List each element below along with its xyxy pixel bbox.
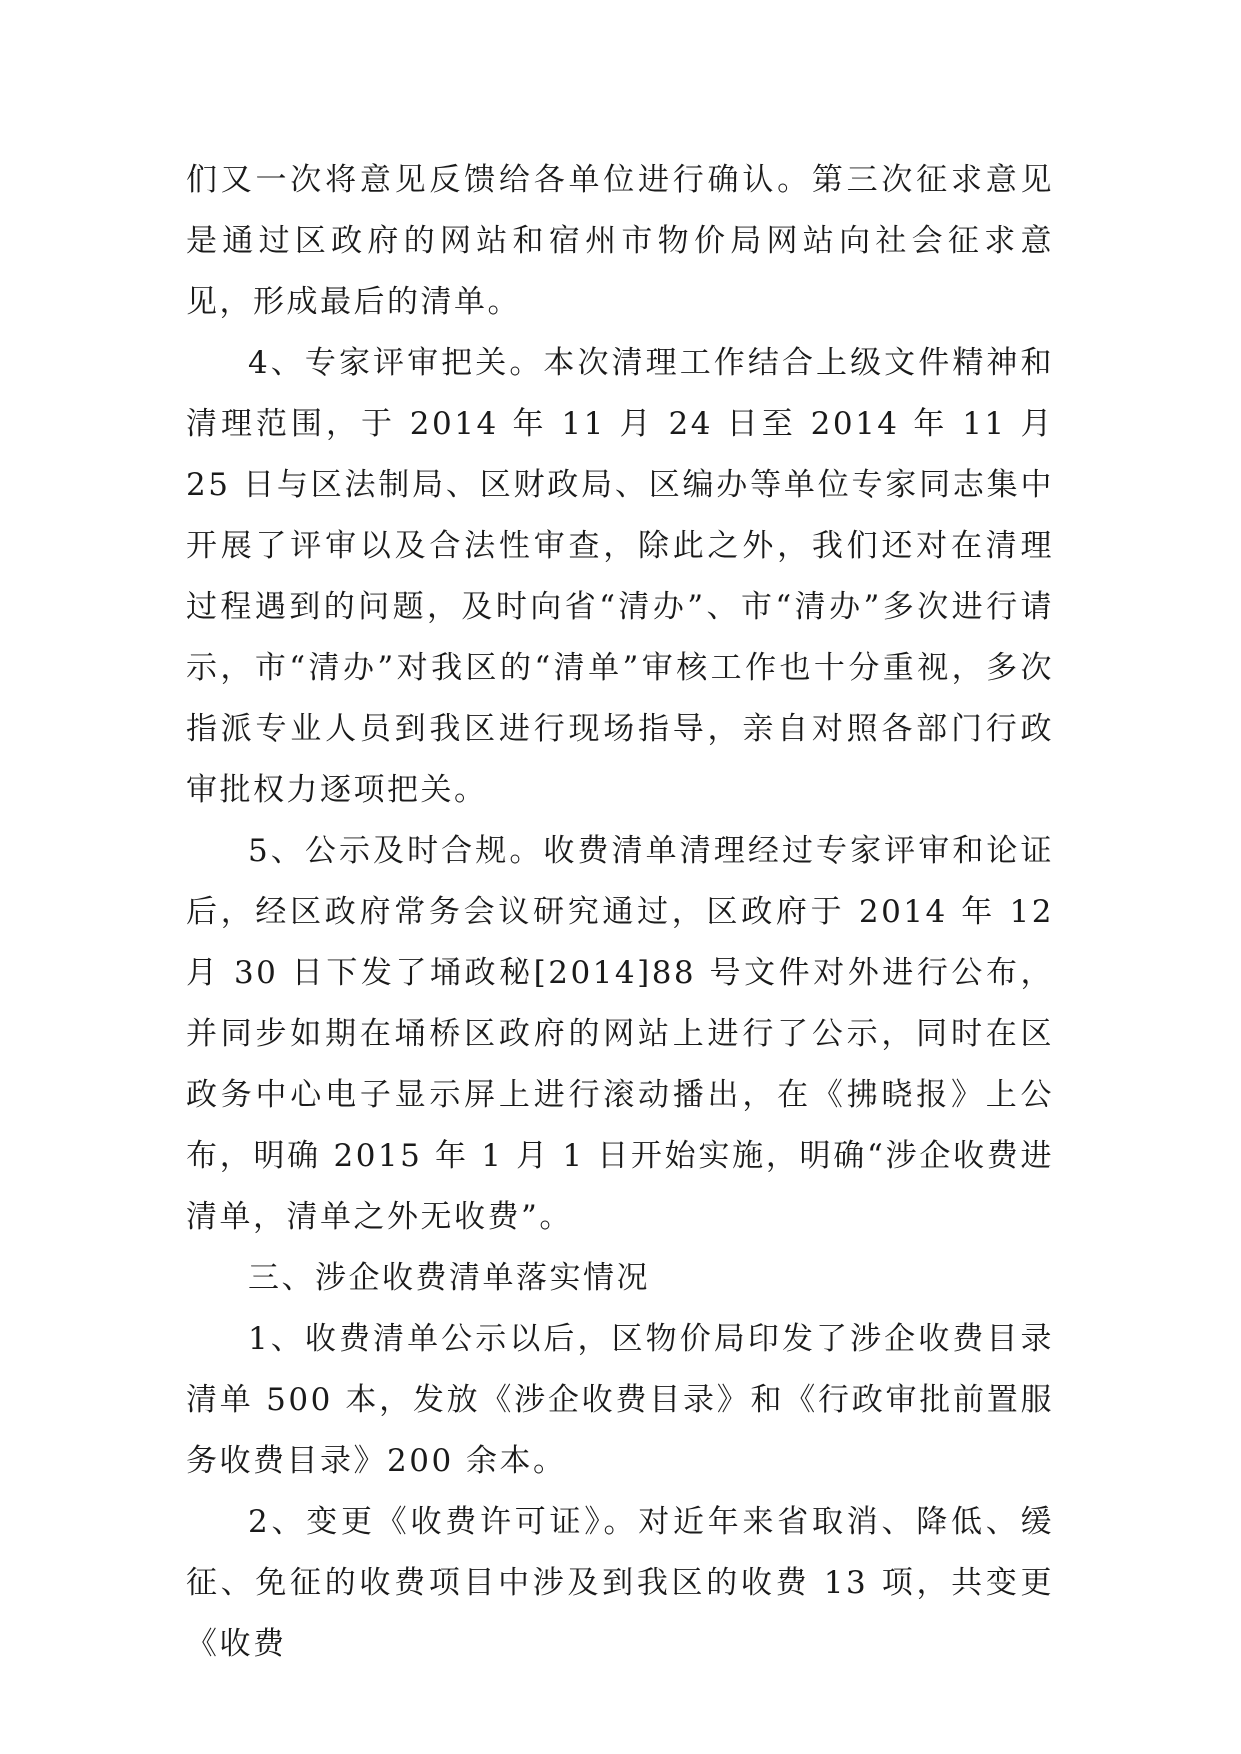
document-body bbox=[186, 150, 1054, 1675]
paragraph-expert-review: 4、专家评审把关。本次清理工作结合上级文件精神和清理范围，于 2014 年 11 月 24 日至 2014 年 11 月 25 日与区法制局、区财政局、区编办等单位专家同志集中开展了评审以及合法性审查，除此之外，我们还对在清理过程遇到的问题，及时向省“清办”、市“清办”多次进行请示，市“清办”对我区的“清单”审核工作也十分重视，多次指派专业人员到我区进行现场指导，亲自对照各部门行政审批权力逐项把关。 bbox=[186, 345, 1054, 808]
paragraph-fee-list-distribution: 1、收费清单公示以后，区物价局印发了涉企收费目录清单 500 本，发放《涉企收费目录》和《行政审批前置服务收费目录》200 余本。 bbox=[186, 1321, 1054, 1479]
paragraph-public-notice: 5、公示及时合规。收费清单清理经过专家评审和论证后，经区政府常务会议研究通过，区政府于 2014 年 12 月 30 日下发了埇政秘[2014]88 号文件对外进行公布，并同步如期在埇桥区政府的网站上进行了公示，同时在区政务中心电子显示屏上进行滚动播出，在《拂晓报》上公布，明确 2015 年 1 月 1 日开始实施，明确“涉企收费进清单，清单之外无收费”。 bbox=[186, 833, 1054, 1235]
paragraph-continuation: 们又一次将意见反馈给各单位进行确认。第三次征求意见是通过区政府的网站和宿州市物价局网站向社会征求意见，形成最后的清单。 bbox=[186, 162, 1054, 320]
section-heading-implementation: 三、涉企收费清单落实情况 bbox=[248, 1260, 650, 1296]
paragraph-fee-license-change: 2、变更《收费许可证》。对近年来省取消、降低、缓征、免征的收费项目中涉及到我区的收费 13 项，共变更《收费 bbox=[186, 1504, 1054, 1662]
